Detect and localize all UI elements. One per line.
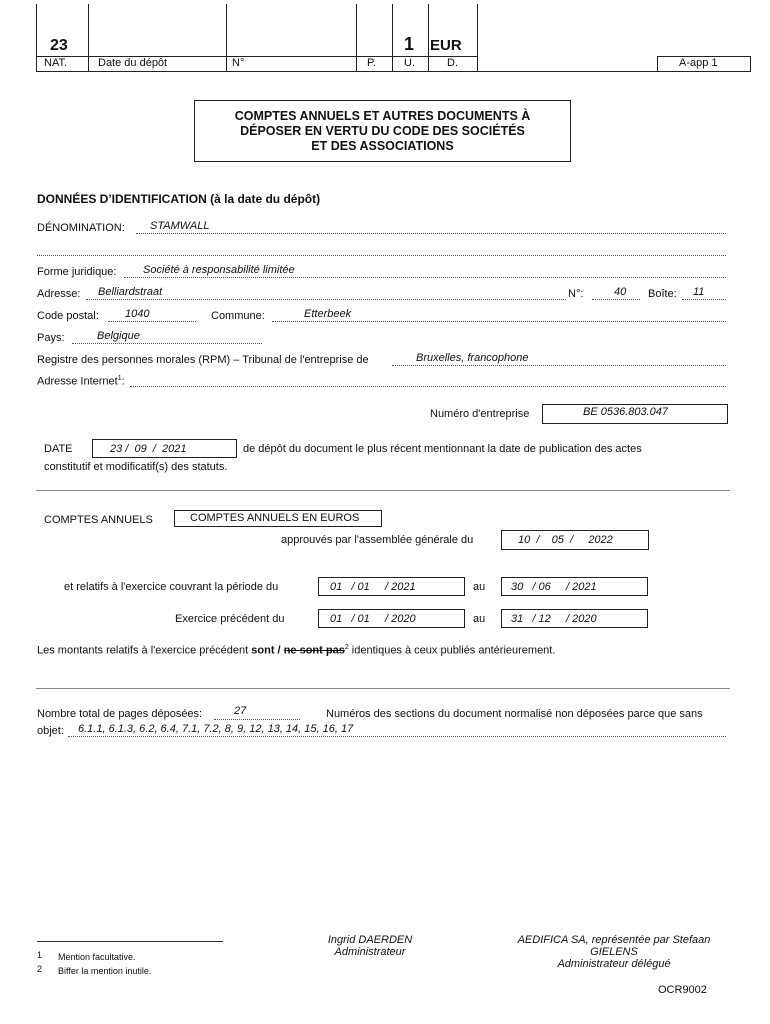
adresse-line — [86, 299, 566, 300]
approuves-label: approuvés par l'assemblée générale du — [281, 534, 474, 546]
periode-to: 30 / 06 / 2021 — [511, 581, 597, 593]
precedent-from: 01 / 01 / 2020 — [330, 613, 416, 625]
currency: EUR — [430, 37, 462, 54]
forme-label: Forme juridique: — [37, 266, 117, 278]
footnote-rule — [37, 941, 223, 942]
title-line-3: ET DES ASSOCIATIONS — [311, 139, 454, 153]
signature-right-line-2: GIELENS — [590, 946, 638, 958]
au-2: au — [473, 613, 486, 625]
denomination-line-2 — [37, 255, 726, 256]
objet-label: objet: — [37, 725, 64, 737]
commune-value: Etterbeek — [304, 308, 352, 320]
numero-line — [592, 299, 640, 300]
sections-label: Numéros des sections du document normalisé non déposées parce que sans — [326, 708, 703, 720]
code-postal-line — [108, 321, 196, 322]
footnote-2-text: Biffer la mention inutile. — [58, 966, 152, 976]
page-value: 1 — [404, 34, 415, 54]
precedent-label: Exercice précédent du — [175, 613, 285, 625]
au-1: au — [473, 581, 486, 593]
numero-label: N°: — [568, 288, 584, 300]
approuves-value: 10 / 05 / 2022 — [518, 534, 613, 546]
date-text-1: de dépôt du document le plus récent mentionnant la date de publication des actes — [243, 443, 642, 455]
periode-from: 01 / 01 / 2021 — [330, 581, 416, 593]
nat-value: 23 — [50, 37, 68, 54]
denomination-label: DÉNOMINATION: — [37, 222, 125, 234]
ocr-code: OCR9002 — [658, 984, 707, 996]
montants-bold: sont / — [251, 644, 281, 657]
rpm-value: Bruxelles, francophone — [416, 352, 529, 364]
grid-line — [36, 71, 750, 72]
commune-line — [272, 321, 726, 322]
grid-line — [226, 4, 227, 72]
rpm-label: Registre des personnes morales (RPM) – Tribunal de l'entreprise de — [37, 354, 369, 366]
periode-label: et relatifs à l'exercice couvrant la période du — [64, 581, 279, 593]
col-d: D. — [447, 57, 458, 69]
total-pages-line — [214, 719, 300, 720]
rpm-line — [392, 365, 726, 366]
montants-footnote-ref: 2 — [344, 644, 349, 651]
footnote-1-num: 1 — [37, 950, 43, 960]
pays-label: Pays: — [37, 332, 65, 344]
montants-post: identiques à ceux publiés antérieurement. — [351, 644, 556, 657]
footnote-2-num: 2 — [37, 964, 43, 974]
grid-line — [477, 4, 478, 72]
internet-footnote-ref: 1 — [117, 375, 122, 382]
form-code: A-app 1 — [679, 57, 718, 69]
title-line-1: COMPTES ANNUELS ET AUTRES DOCUMENTS À — [234, 109, 531, 123]
total-pages-value: 27 — [234, 705, 247, 717]
col-u: U. — [404, 57, 415, 69]
internet-label: Adresse Internet$^1$: — [37, 375, 125, 388]
entreprise-label: Numéro d'entreprise — [430, 408, 530, 420]
pays-value: Belgique — [97, 330, 140, 342]
date-label: DATE — [44, 443, 73, 455]
precedent-to: 31 / 12 / 2020 — [511, 613, 597, 625]
signature-left-role: Administrateur — [334, 946, 406, 958]
montants-struck: ne sont pas — [283, 644, 345, 657]
date-text-2: constitutif et modificatif(s) des statuts. — [44, 461, 228, 473]
commune-label: Commune: — [211, 310, 265, 322]
adresse-label: Adresse: — [37, 288, 81, 300]
grid-line — [88, 4, 89, 72]
denomination-line — [136, 233, 726, 234]
col-date: Date du dépôt — [98, 57, 168, 69]
numero-value: 40 — [614, 286, 627, 298]
title-box — [194, 100, 571, 162]
grid-line — [392, 4, 393, 72]
pays-line — [72, 343, 262, 344]
adresse-value: Belliardstraat — [98, 286, 163, 298]
montants-pre: Les montants relatifs à l'exercice précédent — [37, 644, 249, 657]
section-separator — [36, 688, 730, 689]
signature-right-role: Administrateur délégué — [557, 958, 671, 970]
col-num: N° — [232, 57, 245, 69]
section-separator — [36, 490, 730, 491]
footnote-1-text: Mention facultative. — [58, 952, 136, 962]
forme-line — [124, 277, 726, 278]
signature-left — [300, 934, 440, 958]
boite-value: 11 — [693, 286, 705, 298]
col-p: P. — [367, 57, 376, 69]
total-pages-label: Nombre total de pages déposées: — [37, 708, 203, 720]
signature-right-line-1: AEDIFICA SA, représentée par Stefaan — [517, 934, 711, 946]
grid-line — [428, 4, 429, 72]
denomination-value: STAMWALL — [150, 220, 210, 232]
title-line-2: DÉPOSER EN VERTU DU CODE DES SOCIÉTÉS — [240, 124, 525, 138]
entreprise-value: BE 0536.803.047 — [583, 406, 669, 418]
code-postal-label: Code postal: — [37, 310, 99, 322]
grid-line — [356, 4, 357, 72]
montants-statement — [37, 644, 555, 657]
boite-line — [682, 299, 726, 300]
boite-label: Boîte: — [648, 288, 677, 300]
forme-value: Société à responsabilité limitée — [143, 264, 295, 276]
comptes-label: COMPTES ANNUELS — [44, 514, 153, 526]
comptes-type-value: COMPTES ANNUELS EN EUROS — [190, 512, 360, 524]
code-postal-value: 1040 — [125, 308, 150, 320]
signature-left-name: Ingrid DAERDEN — [327, 934, 413, 946]
objet-value: 6.1.1, 6.1.3, 6.2, 6.4, 7.1, 7.2, 8, 9, 12, 13, 14, 15, 16, 17 — [78, 723, 354, 735]
internet-line — [130, 386, 726, 387]
grid-line — [36, 4, 37, 72]
signature-right — [498, 934, 730, 970]
col-nat: NAT. — [44, 57, 68, 69]
identification-heading: DONNÉES D’IDENTIFICATION (à la date du dépôt) — [37, 192, 321, 206]
date-value: 23 / 09 / 2021 — [110, 443, 187, 455]
objet-line — [68, 736, 726, 737]
